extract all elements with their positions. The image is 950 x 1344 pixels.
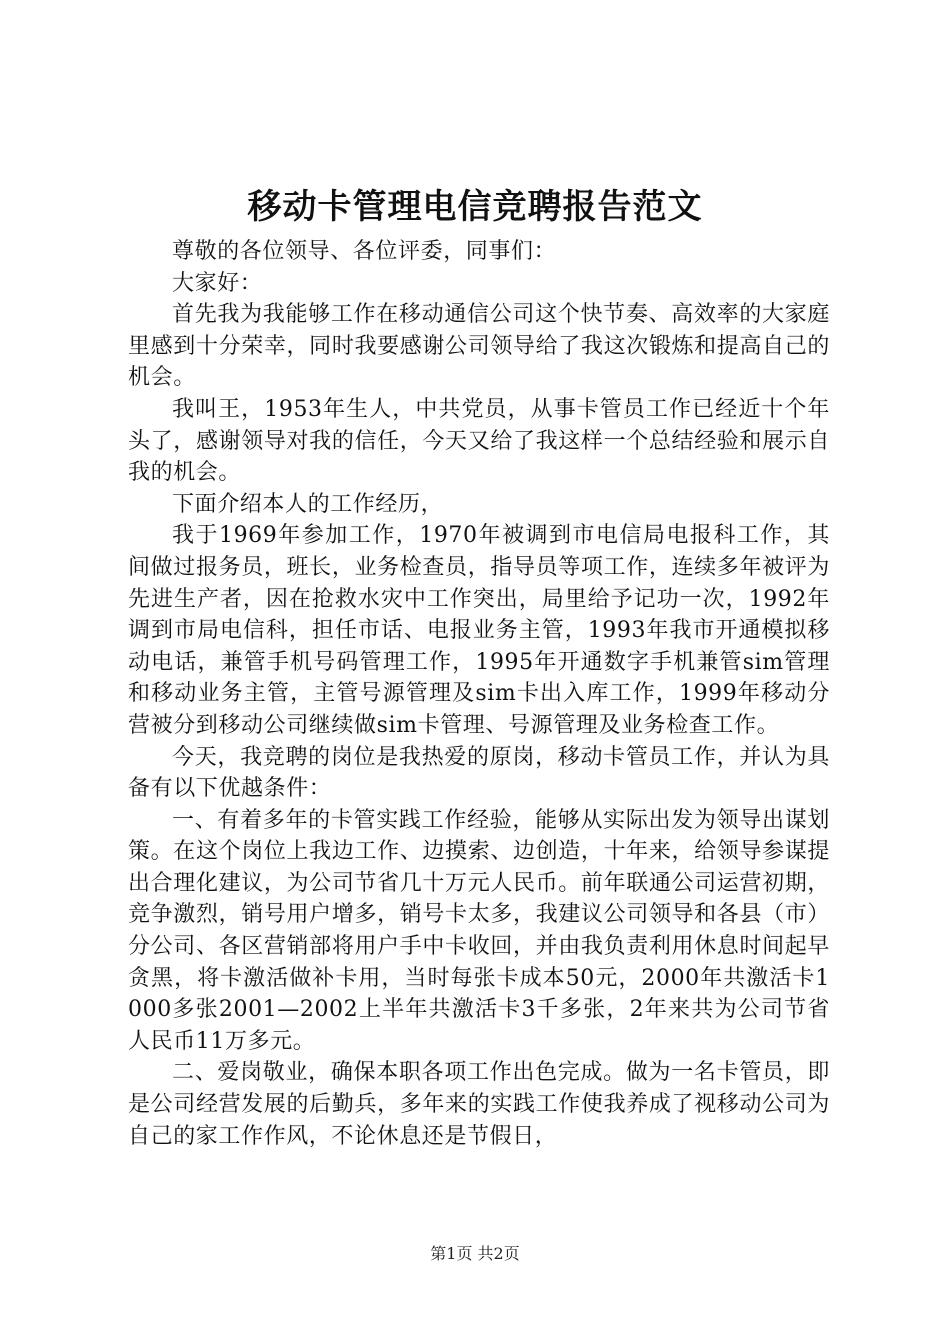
- paragraph-position: 今天，我竞聘的岗位是我热爱的原岗，移动卡管员工作，并认为具备有以下优越条件：: [128, 744, 830, 802]
- paragraph-self-introduction: 我叫王，1953年生人，中共党员，从事卡管员工作已经近十个年头了，感谢领导对我的信任，今天又给了我这样一个总结经验和展示自我的机会。: [128, 396, 830, 486]
- paragraph-experience-heading: 下面介绍本人的工作经历，: [172, 491, 444, 517]
- document-body: [128, 236, 830, 1152]
- paragraph-salutation: 尊敬的各位领导、各位评委，同事们：: [172, 239, 557, 264]
- paragraph-point-two: 二、爱岗敬业，确保本职各项工作出色完成。做为一名卡管员，即是公司经营发展的后勤兵，多年来的实践工作使我养成了视移动公司为自己的家工作作风，不论休息还是节假日，: [128, 1060, 830, 1149]
- paragraph-intro: 首先我为我能够工作在移动通信公司这个快节奏、高效率的大家庭里感到十分荣幸，同时我要感谢公司领导给了我这次锻炼和提高自己的机会。: [128, 302, 830, 391]
- page-number-footer: 第1页 共2页: [430, 1244, 520, 1263]
- document-title: 移动卡管理电信竞聘报告范文: [247, 187, 703, 227]
- paragraph-point-one: 一、有着多年的卡管实践工作经验，能够从实际出发为领导出谋划策。在这个岗位上我边工作、边摸索、边创造，十年来，给领导参谋提出合理化建议，为公司节省几十万元人民币。前年联通公司运营初期，竞争激烈，销号用户增多，销号卡太多，我建议公司领导和各县（市）分公司、各区营销部将用户手中卡收回，并由我负责利用休息时间起早贪黑，将卡激活做补卡用，当时每张卡成本50元，2000年共激活卡1000多张2001—2002上半年共激活卡3千多张，2年来共为公司节省人民币11万多元。: [128, 807, 830, 1054]
- paragraph-work-history: 我于1969年参加工作，1970年被调到市电信局电报科工作，其间做过报务员，班长，业务检查员，指导员等项工作，连续多年被评为先进生产者，因在抢救水灾中工作突出，局里给予记功一次，1992年调到市局电信科，担任市话、电报业务主管，1993年我市开通模拟移动电话，兼管手机号码管理工作，1995年开通数字手机兼管sim管理和移动业务主管，主管号源管理及sim卡出入库工作，1999年移动分营被分到移动公司继续做sim卡管理、号源管理及业务检查工作。: [128, 523, 830, 738]
- paragraph-greeting: 大家好：: [172, 270, 263, 296]
